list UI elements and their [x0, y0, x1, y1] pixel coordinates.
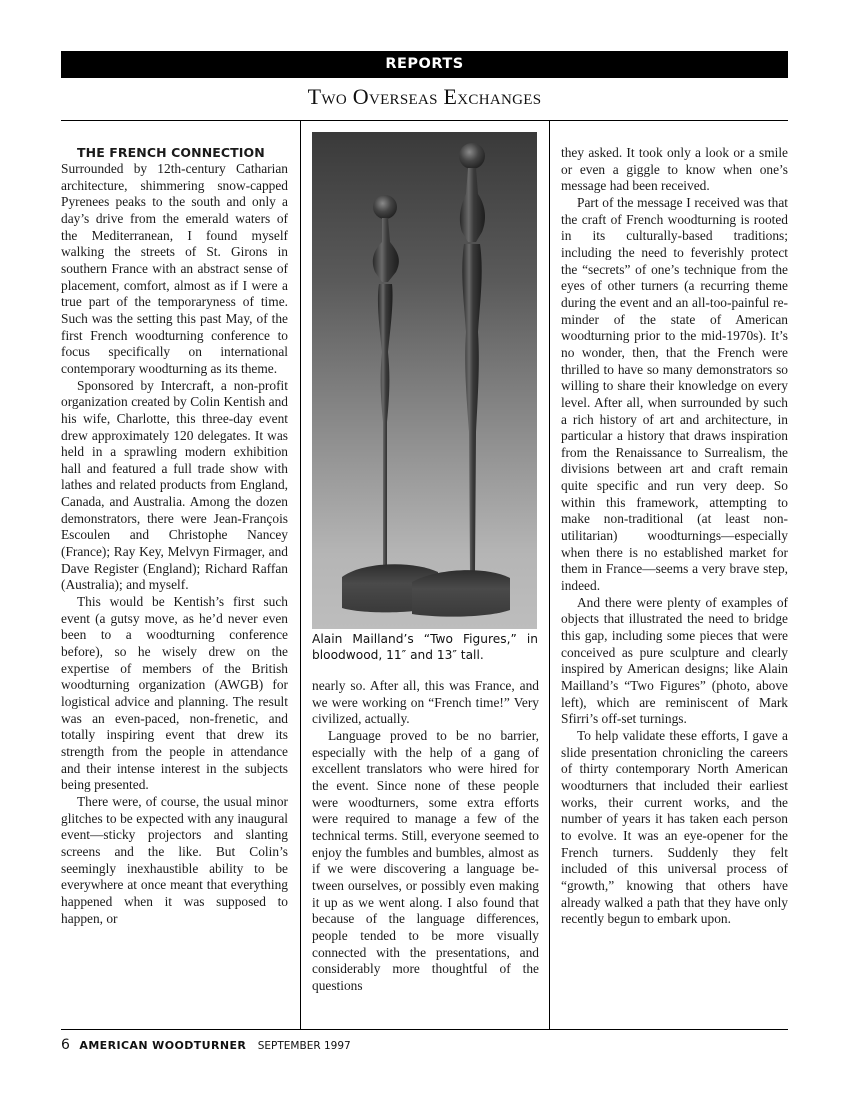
top-rule	[61, 120, 788, 121]
article-title: Two Overseas Exchanges	[307, 84, 542, 109]
left-figure	[373, 195, 399, 572]
left-figure-legs	[378, 284, 393, 572]
paragraph: Sponsored by Intercraft, a non-profit organization created by Colin Kentish and his wife, Charlotte, this three-day event drew approximately 120 delegates. It was held in a sprawling modern exhibition hall and featured a full trade show with lathes and related products from England, Canada, and Australia. Among the dozen demonstrators, there were Jean-François Escoulen and Christophe Nancey (France); Ray Key, Melvyn Firmager, and Dave Register (England); Richard Raffan (Australia); and myself.	[61, 377, 288, 593]
paragraph: There were, of course, the usual minor glitches to be expected with any inaugural event—sticky projectors and slanting screens and the like. But Colin’s seemingly inexhaustible ability to be everywhere at once meant that everything happened when it was supposed to happen, or	[61, 793, 288, 926]
left-figure-head	[373, 195, 397, 219]
column-divider-2	[549, 120, 550, 1030]
right-figure-torso	[460, 168, 485, 242]
right-figure-legs	[462, 244, 481, 572]
paragraph: And there were plenty of examples of objects that illustrated the need to bridge this gap, including some pieces that were conceived as pure sculpture and clearly inspired by American designs; like Alain Mailland’s “Two Figures” (photo, above left), which are reminiscent of Mark Sfirri’s off-set turnings.	[561, 594, 788, 727]
sculpture-photo	[312, 132, 537, 629]
column-2	[312, 678, 539, 994]
paragraph: Part of the message I received was that the craft of French woodturning is rooted in its culturally-based traditions; including the need to feverishly protect the “secrets” of one’s technique from the eyes of other turners (a recurring theme during the event and an all-too-painful reminder of the state of American woodturning prior to the mid-1970s). It’s no wonder, then, that the French were thrilled to have so many demonstrators so willing to share their knowledge on every level. After all, when surrounded by such a rich history of art and architecture, in particular a history that draws inspiration from the Renaissance to Surrealism, the divisions between art and craft remain quite specific and run very deep. So within this framework, attempting to make non-traditional (at least non-utilitarian) woodturnings—especially when there is no established market for them in France—seems a very brave step, indeed.	[561, 194, 788, 594]
paragraph: Language proved to be no barrier, especially with the help of a gang of excellent translators who were hired for the event. Since none of these people were woodturners, some extra efforts were required to manage a few of the technical terms. Still, everyone seemed to enjoy the fumbles and bumbles, almost as if we were discovering a language between ourselves, or possibly even making it up as we went along. I also found that because of the language differences, people tended to be more visually connected with the presentations, and considerably more thoughtful of the questions	[312, 727, 539, 993]
subhead: THE FRENCH CONNECTION	[77, 145, 265, 160]
section-banner: REPORTS	[61, 51, 788, 78]
right-figure-head	[459, 143, 485, 169]
issue-date: SEPTEMBER 1997	[257, 1040, 351, 1052]
column-3	[561, 145, 788, 928]
paragraph: This would be Kentish’s first such event (a gutsy move, as he’d never even been to a woodturning conference before), so he wisely drew on the expertise of members of the British woodturning organization (AWGB) for logistical advice and planning. The result was an even-paced, non-frenetic, and totally inspiring event that drew its strength from the people in attendance and their intense interest in the subjects being presented.	[61, 594, 288, 793]
paragraph: nearly so. After all, this was France, and we were working on “French time!” Very civilized, actually.	[312, 678, 539, 727]
photo-caption: Alain Mailland’s “Two Figures,” in bloodwood, 11″ and 13″ tall.	[312, 632, 538, 662]
two-figures-illustration	[312, 132, 537, 629]
bottom-rule	[61, 1029, 788, 1030]
publication-name: AMERICAN WOODTURNER	[79, 1039, 247, 1052]
paragraph: they asked. It took only a look or a smile or even a giggle to know when one’s message had been received.	[561, 145, 788, 194]
right-figure-base	[412, 570, 510, 617]
page-footer	[61, 1037, 351, 1053]
column-divider-1	[300, 120, 301, 1030]
column-1	[61, 145, 288, 927]
paragraph: To help validate these efforts, I gave a slide presentation chronicling the careers of thirty contemporary North American woodturners that included their earliest works, their current works, and the number of years it has taken each person to evolve. It was an eye-opener for the French turners. Suddenly they felt included of this universal process of “growth,” knowing that others have already walked a path that they have only recently begun to embark upon.	[561, 727, 788, 927]
left-figure-torso	[373, 218, 399, 282]
paragraph: Surrounded by 12th-century Catharian architecture, shimmering snow-capped Pyrenees peaks to the south and only a day’s drive from the emerald waters of the Mediterranean, I found myself walking the streets of St. Girons in southern France with an abstract sense of placement, comfort, almost as if I were a true part of the temporaryness of time. Such was the setting this past May, of the first French woodturning conference to focus specifically on international contemporary woodturning as its theme.	[61, 161, 288, 376]
right-figure	[459, 143, 485, 572]
page-number: 6	[61, 1037, 70, 1053]
